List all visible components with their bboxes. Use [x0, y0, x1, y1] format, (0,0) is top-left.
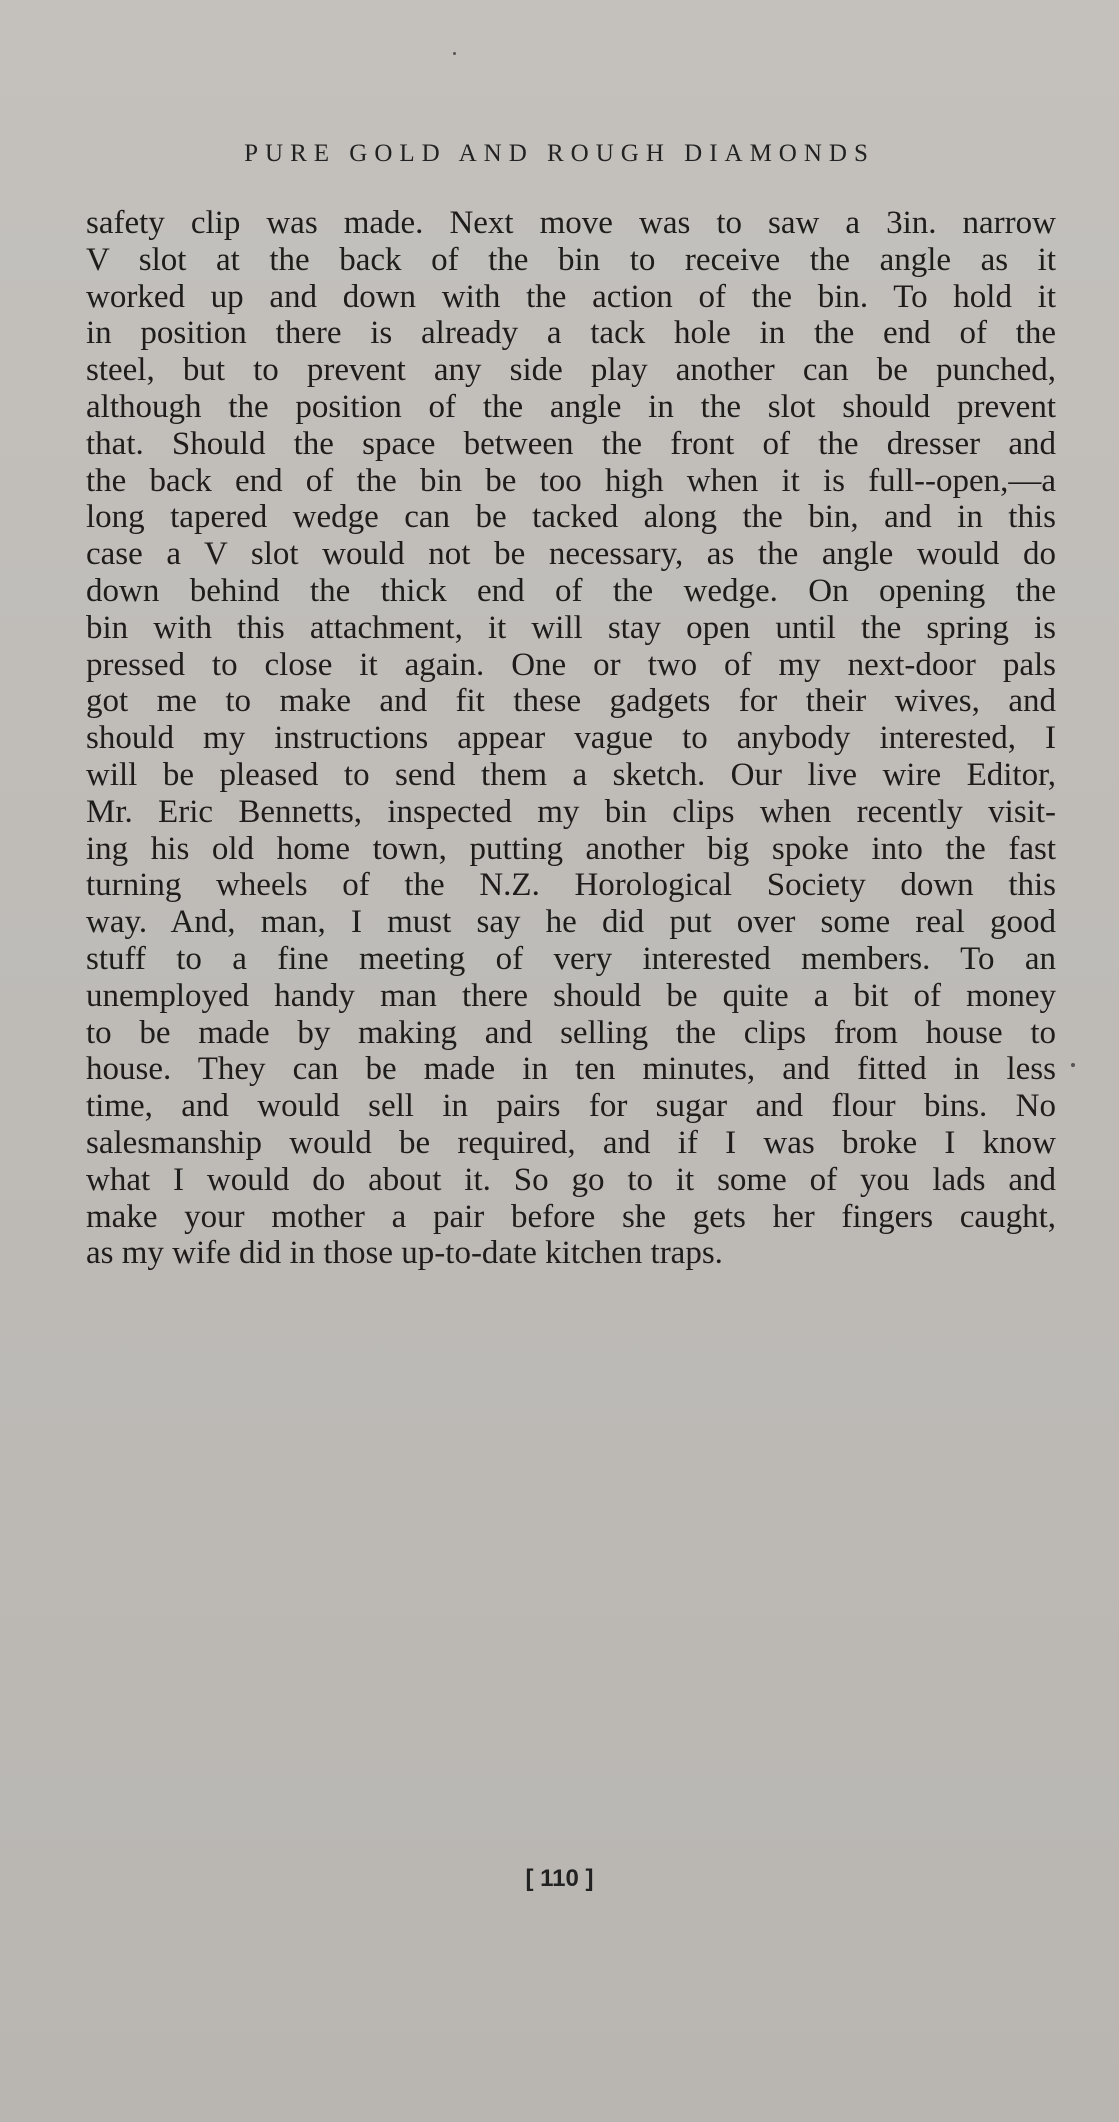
text-line: worked up and down with the action of the bin. To hold it	[86, 278, 1056, 315]
print-speck	[1071, 1063, 1075, 1067]
text-line: that. Should the space between the front of the dresser and	[86, 425, 1056, 462]
text-line: salesmanship would be required, and if I was broke I know	[86, 1124, 1056, 1161]
text-line: to be made by making and selling the clips from house to	[86, 1014, 1056, 1051]
text-line: house. They can be made in ten minutes, and fitted in less	[86, 1051, 1056, 1088]
text-line: down behind the thick end of the wedge. On opening the	[86, 572, 1056, 609]
text-line: will be pleased to send them a sketch. Our live wire Editor,	[86, 756, 1056, 793]
text-line: Mr. Eric Bennetts, inspected my bin clips when recently visit-	[86, 793, 1056, 830]
text-line: as my wife did in those up-to-date kitchen traps.	[86, 1235, 723, 1272]
text-line: in position there is already a tack hole in the end of the	[86, 315, 1056, 352]
text-line: turning wheels of the N.Z. Horological Society down this	[86, 867, 1056, 904]
text-line: stuff to a fine meeting of very interested members. To an	[86, 940, 1056, 977]
running-head: PURE GOLD AND ROUGH DIAMONDS	[244, 140, 875, 167]
text-line: what I would do about it. So go to it some of you lads and	[86, 1161, 1056, 1198]
print-speck	[453, 52, 456, 55]
text-line: the back end of the bin be too high when it is full--open,—a	[86, 462, 1056, 499]
page-number: [ 110 ]	[525, 1865, 594, 1892]
text-line: safety clip was made. Next move was to saw a 3in. narrow	[86, 205, 1056, 241]
text-line: V slot at the back of the bin to receive the angle as it	[86, 241, 1056, 278]
text-line: got me to make and fit these gadgets for their wives, and	[86, 683, 1056, 720]
text-line: although the position of the angle in the slot should prevent	[86, 388, 1056, 425]
text-line: make your mother a pair before she gets her fingers caught,	[86, 1198, 1056, 1235]
text-line: steel, but to prevent any side play another can be punched,	[86, 352, 1056, 389]
text-line: time, and would sell in pairs for sugar and flour bins. No	[86, 1088, 1056, 1125]
text-line: long tapered wedge can be tacked along the bin, and in this	[86, 499, 1056, 536]
text-line: should my instructions appear vague to anybody interested, I	[86, 720, 1056, 757]
text-line: unemployed handy man there should be quite a bit of money	[86, 977, 1056, 1014]
text-line: way. And, man, I must say he did put over some real good	[86, 904, 1056, 941]
text-line: pressed to close it again. One or two of my next-door pals	[86, 646, 1056, 683]
text-line: ing his old home town, putting another big spoke into the fast	[86, 830, 1056, 867]
text-line: case a V slot would not be necessary, as the angle would do	[86, 536, 1056, 573]
body-text	[86, 205, 1056, 1272]
text-line: bin with this attachment, it will stay open until the spring is	[86, 609, 1056, 646]
